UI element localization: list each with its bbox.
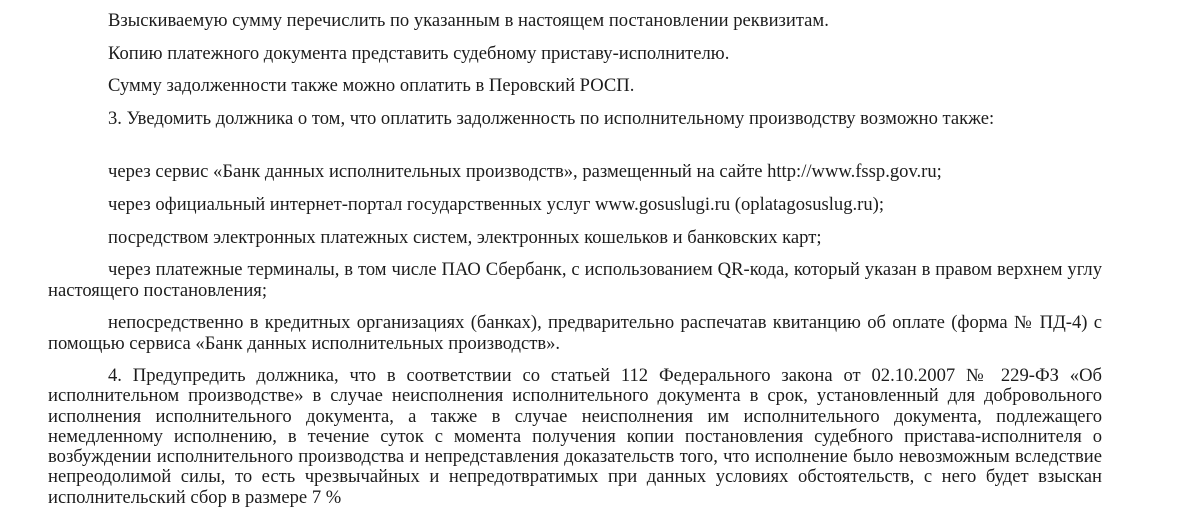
paragraph-collect-sum: Взыскиваемую сумму перечислить по указанным в настоящем постановлении реквизитам.	[108, 10, 829, 31]
paragraph-item-3: 3. Уведомить должника о том, что оплатить задолженность по исполнительному производству возможно также:	[108, 108, 995, 129]
paragraph-via-banks: непосредственно в кредитных организациях (банках), предварительно распечатав квитанцию об оплате (форма № ПД-4) с помощью сервиса «Банк данных исполнительных производств».	[48, 312, 1102, 354]
paragraph-via-gosuslugi: через официальный интернет-портал государственных услуг www.gosuslugi.ru (oplatagosuslug.ru);	[108, 194, 885, 215]
document-page	[48, 0, 1102, 510]
paragraph-via-fssp: через сервис «Банк данных исполнительных производств», размещенный на сайте http://www.fssp.gov.ru;	[108, 161, 942, 182]
paragraph-via-e-payments: посредством электронных платежных систем, электронных кошельков и банковских карт;	[108, 227, 822, 248]
paragraph-copy-payment-doc: Копию платежного документа представить судебному приставу-исполнителю.	[108, 43, 730, 64]
paragraph-via-terminals: через платежные терминалы, в том числе ПАО Сбербанк, с использованием QR-кода, который указан в правом верхнем углу настоящего постановления;	[48, 259, 1102, 301]
paragraph-pay-perovsky: Сумму задолженности также можно оплатить в Перовский РОСП.	[108, 75, 635, 96]
paragraph-item-4: 4. Предупредить должника, что в соответствии со статьей 112 Федерального закона от 02.10.2007 № 229-ФЗ «Об исполнительном производстве» в случае неисполнения исполнительного документа в срок, установленный для добровольного исполнения исполнительного документа, а также в случае неисполнения им исполнительного документа, подлежащего немедленному исполнению, в течение суток с момента получения копии постановления судебного пристава-исполнителя о возбуждении исполнительного производства и непредставления доказательств того, что исполнение было невозможным вследствие непреодолимой силы, то есть чрезвычайных и непредотвратимых при данных условиях обстоятельств, с него будет взыскан исполнительский сбор в размере 7 %	[48, 365, 1102, 508]
